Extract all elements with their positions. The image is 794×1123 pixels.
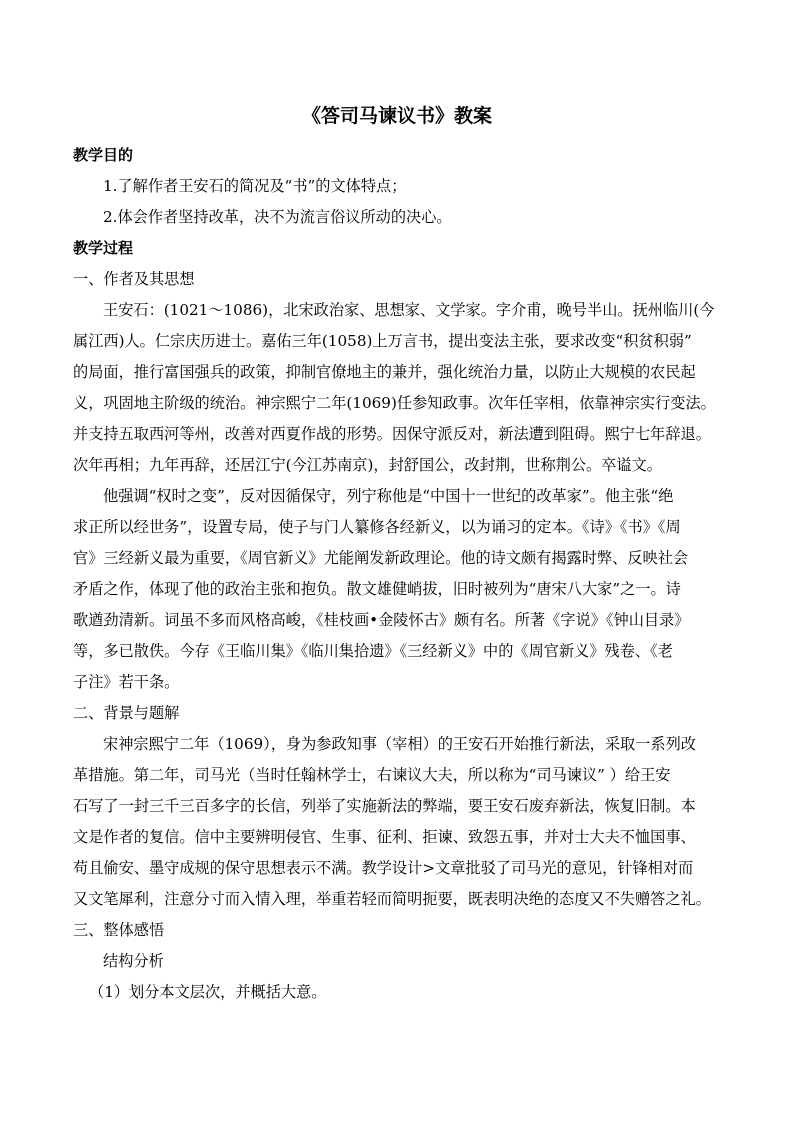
question-item-1: （1）划分本文层次，并概括大意。 xyxy=(89,983,327,1001)
paragraph-line: 文是作者的复信。信中主要辨明侵官、生事、征利、拒谏、致怨五事，并对士大夫不恤国事、 xyxy=(73,828,696,846)
paragraph-line: 他强调“权时之变”，反对因循保守，列宁称他是“中国十一世纪的改革家”。他主张“绝 xyxy=(103,487,674,505)
objective-item-1: 1.了解作者王安石的简况及“书”的文体特点； xyxy=(103,177,407,195)
paragraph-line: 求正所以经世务”，设置专局，使子与门人纂修各经新义，以为诵习的定本。《诗》《书》《周 xyxy=(73,518,681,536)
paragraph-line: 并支持五取西河等州，改善对西夏作战的形势。因保守派反对，新法遭到阻碍。熙宁七年辞退。 xyxy=(73,425,711,443)
author-paragraph-1 xyxy=(73,295,723,481)
section-heading-background: 二、背景与题解 xyxy=(73,704,180,722)
paragraph-line: 王安石：(1021～1086)，北宋政治家、思想家、文学家。字介甫，晚号半山。抚州临川(今 xyxy=(103,301,715,319)
paragraph-line: 次年再相；九年再辞，还居江宁(今江苏南京)，封舒国公，改封荆，世称荆公。卒谥文。 xyxy=(73,456,662,474)
process-heading: 教学过程 xyxy=(73,239,134,257)
author-paragraph-2 xyxy=(73,481,723,698)
paragraph-line: 官》三经新义最为重要，《周官新义》尤能阐发新政理论。他的诗文颇有揭露时弊、反映社会 xyxy=(73,549,689,567)
section-heading-overview: 三、整体感悟 xyxy=(73,921,165,939)
paragraph-line: 子注》若干条。 xyxy=(73,673,180,691)
document-title: 《答司马谏议书》教案 xyxy=(301,105,492,127)
section-heading-author: 一、作者及其思想 xyxy=(73,270,195,288)
paragraph-line: 属江西)人。仁宗庆历进士。嘉佑三年(1058)上万言书，提出变法主张，要求改变“积贫积弱” xyxy=(73,332,692,350)
paragraph-line: 义，巩固地主阶级的统治。神宗熙宁二年(1069)任参知政事。次年任宰相，依靠神宗实行变法。 xyxy=(73,394,716,412)
paragraph-line: 石写了一封三千三百多字的长信，列举了实施新法的弊端，要王安石废弃新法，恢复旧制。本 xyxy=(73,797,696,815)
paragraph-line: 苟且偷安、墨守成规的保守思想表示不满。教学设计>文章批驳了司马光的意见，针锋相对而 xyxy=(73,859,694,877)
paragraph-line: 宋神宗熙宁二年（1069），身为参政知事（宰相）的王安石开始推行新法，采取一系列改 xyxy=(103,735,696,753)
document-body xyxy=(73,140,723,1008)
paragraph-line: 等，多已散佚。今存《王临川集》《临川集拾遗》《三经新义》中的《周官新义》残卷、《老 xyxy=(73,642,673,660)
paragraph-line: 的局面，推行富国强兵的政策，抑制官僚地主的兼并，强化统治力量，以防止大规模的农民起 xyxy=(73,363,696,381)
background-paragraph xyxy=(73,729,723,915)
structure-analysis-label: 结构分析 xyxy=(103,952,164,970)
objective-item-2: 2.体会作者坚持改革，决不为流言俗议所动的决心。 xyxy=(103,208,452,226)
objectives-heading: 教学目的 xyxy=(73,146,134,164)
paragraph-line: 又文笔犀利，注意分寸而入情入理，举重若轻而简明扼要，既表明决绝的态度又不失赠答之礼。 xyxy=(73,890,711,908)
paragraph-line: 革措施。第二年，司马光（当时任翰林学士，右谏议大夫，所以称为“司马谏议” ）给王安 xyxy=(73,766,671,784)
paragraph-line: 矛盾之作，体现了他的政治主张和抱负。散文雄健峭拔，旧时被列为“唐宋八大家”之一。诗 xyxy=(73,580,681,598)
paragraph-line: 歌遒劲清新。词虽不多而风格高峻，《桂枝画•金陵怀古》颇有名。所著《字说》《钟山目录》 xyxy=(73,611,690,629)
